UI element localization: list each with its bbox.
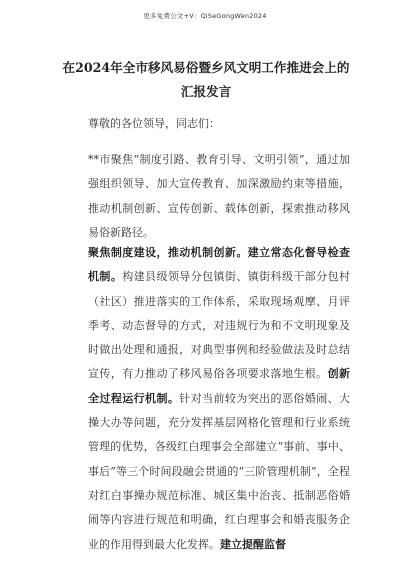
paragraph-mechanism bbox=[88, 241, 350, 557]
greeting: 尊敬的各位领导，同志们： bbox=[88, 117, 220, 130]
paragraph-text-2: 针对当前较为突出的恶俗婚闹、大操大办等问题，充分发挥基层网格化管理和行业系统管理的优势，各级红白理事会全部建立“事前、事中、事后”等三个时间段融会贯通的“三阶管理机制”，全程对红白事操办规范标准、城区集中治丧、抵制恶俗婚闹等内容进行规范和明确，红白理事会和婚丧服务企业的作用得到最大化发挥。 bbox=[88, 391, 351, 551]
bold-heading-1: 聚焦制度建设，推动机制创新。建立常态化督导检查机制。 bbox=[88, 246, 350, 284]
bold-heading-3: 建立提醒监督 bbox=[220, 537, 286, 551]
header-note: 更多免费公文+V：QiSeGongWen2024 bbox=[143, 12, 267, 20]
paragraph-intro: **市聚焦“制度引路、教育引导、文明引领”，通过加强组织领导、加大宣传教育、加深激励约束等措施，推动机制创新、宣传创新、载体创新，探索推动移风易俗新路径。 bbox=[88, 153, 350, 239]
bold-heading-2: 创新全过程运行机制。 bbox=[88, 367, 351, 405]
paragraph-text-1: 构建县级领导分包镇街、镇街科级干部分包村（社区）推进落实的工作体系，采取现场观摩、月评季考、动态督导的方式，对违规行为和不文明现象及时做出处理和通报，对典型事例和经验做法及时总结宣传，有力推动了移风易俗各项要求落地生根。 bbox=[88, 270, 351, 381]
document-title: 在2024年全市移风易俗暨乡风文明工作推进会上的汇报发言 bbox=[62, 60, 350, 99]
